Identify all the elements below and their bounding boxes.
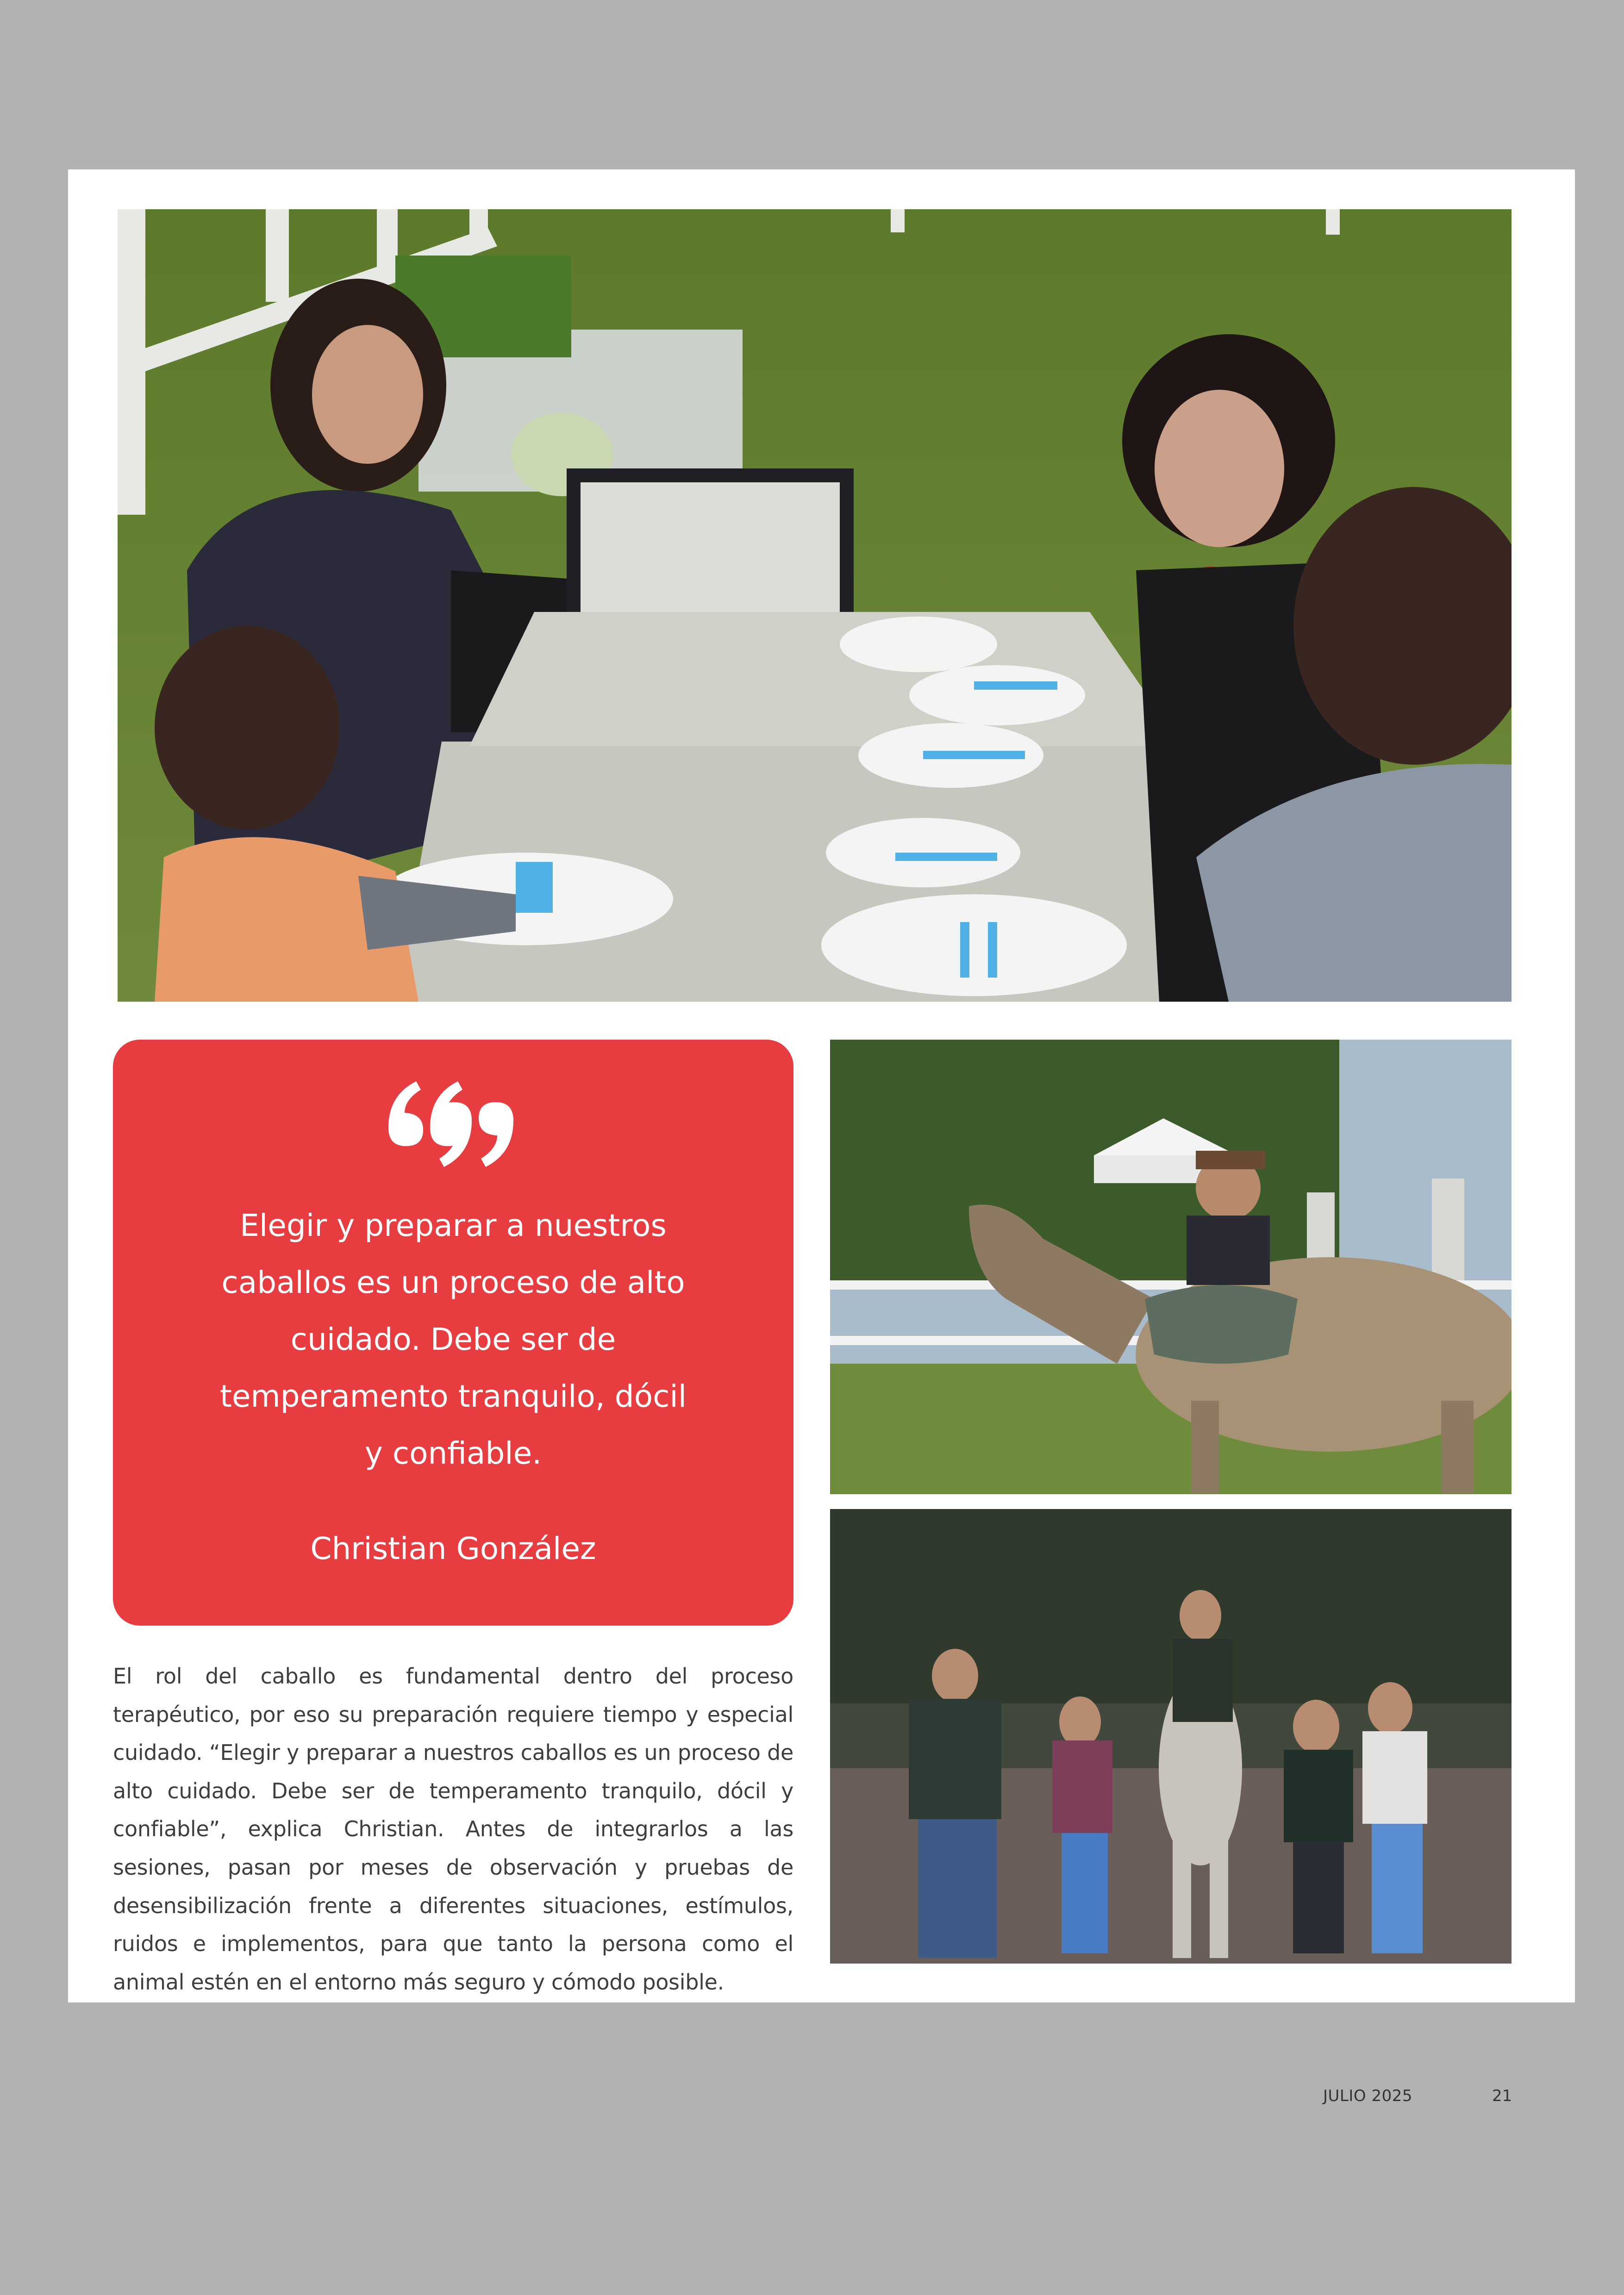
footer-page-number: 21 — [1492, 2087, 1512, 2105]
quote-marks-icon — [113, 1077, 793, 1179]
quote-text: Elegir y preparar a nuestros caballos es un proceso de alto cuidado. Debe ser de temperamento tranquilo, dócil y confiable. — [219, 1208, 687, 1471]
quote-author: Christian González — [310, 1531, 596, 1566]
photo-horse-saddle — [830, 1040, 1512, 1494]
body-paragraph: El rol del caballo es fundamental dentro del proceso terapéutico, por eso su preparación requiere tiempo y especial cuidado. “Elegir y preparar a nuestros caballos es un proceso de alto cuidado. Debe ser de temperamento tranquilo, dócil y confiable”, explica Christian. Antes de integrarlos a las sesiones, pasan por meses de observación y pruebas de desensibilización frente a diferentes situaciones, estímulos, ruidos e implementos, para que tanto la persona como el animal estén en el entorno más seguro y cómodo posible. — [113, 1664, 793, 1995]
quote-box — [113, 1040, 793, 1626]
photo-therapy-table — [118, 209, 1512, 1002]
footer-issue-date: JULIO 2025 — [1323, 2087, 1412, 2105]
photo-group-horse — [830, 1509, 1512, 1964]
